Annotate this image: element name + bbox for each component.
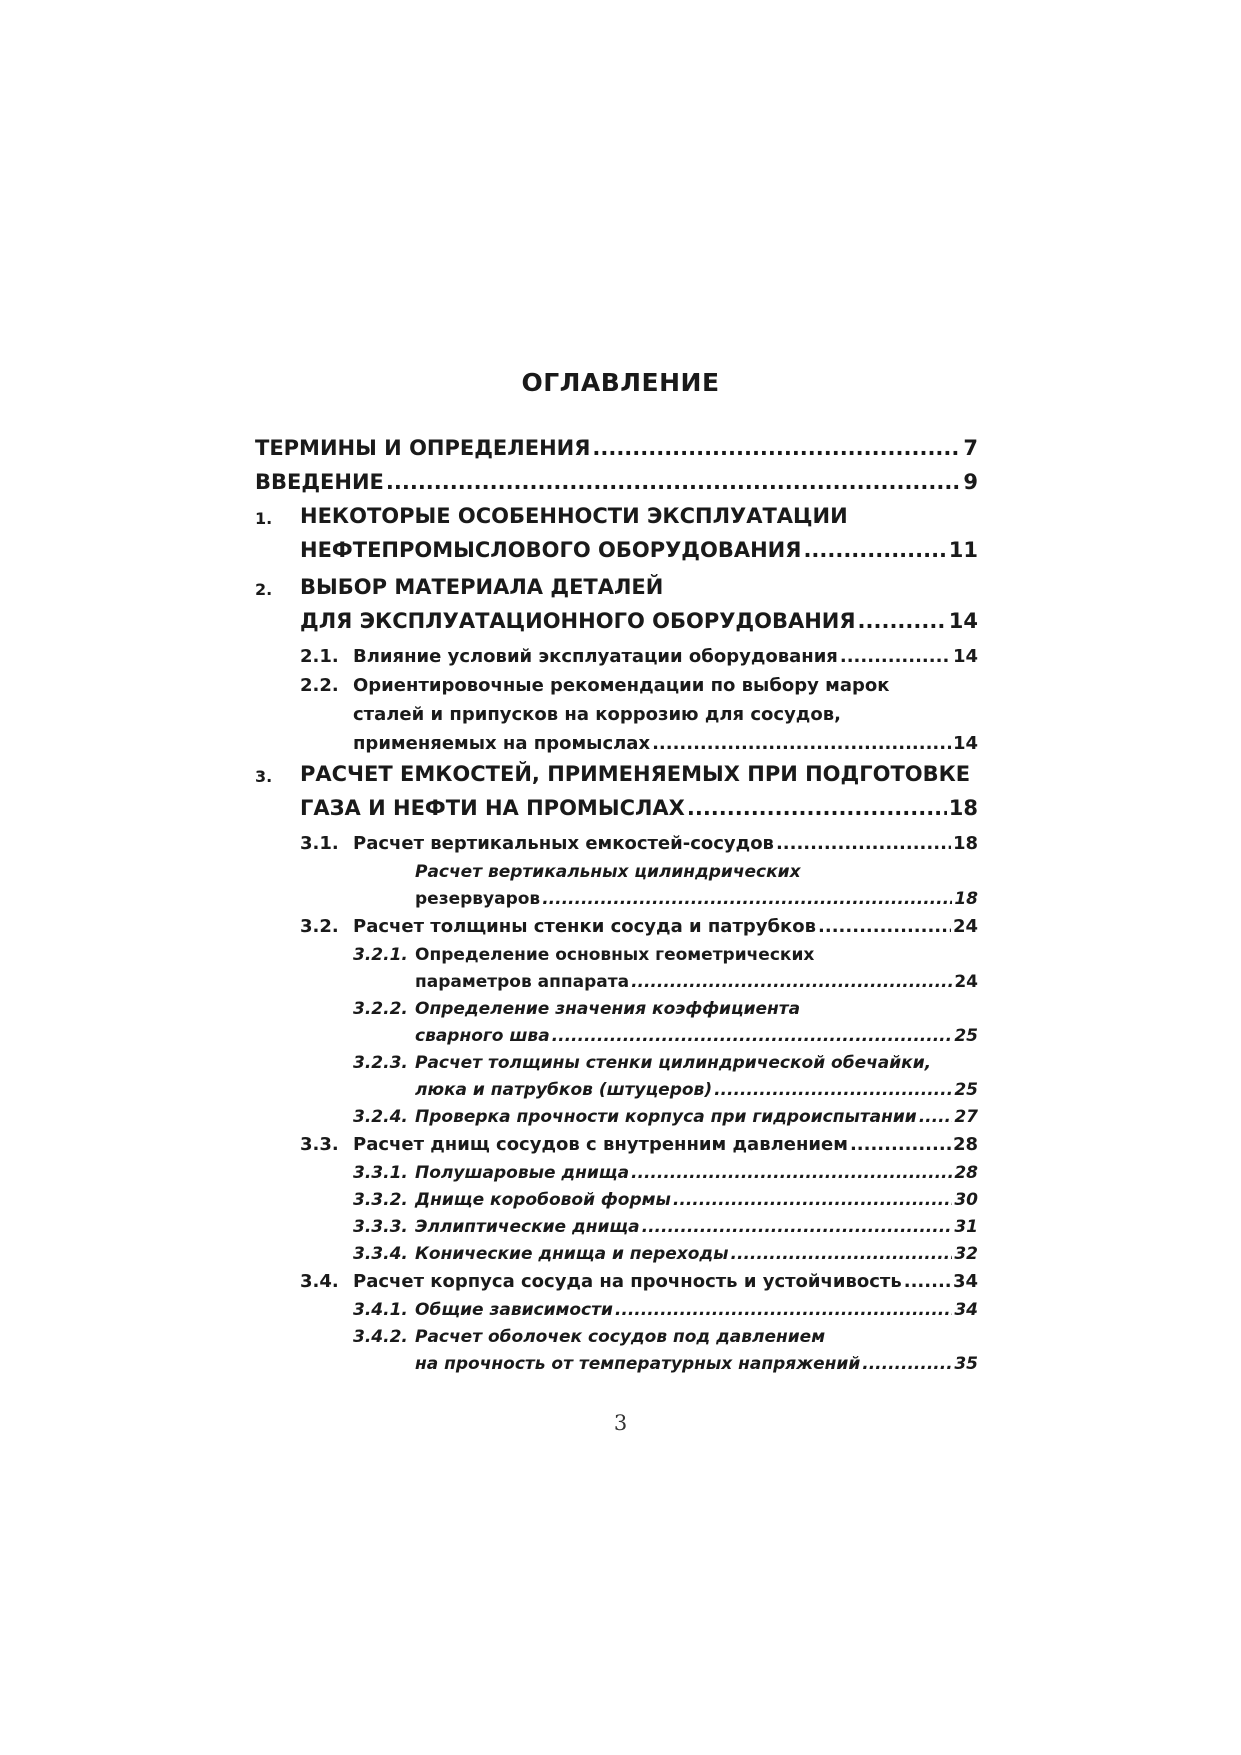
toc-entry-number: 3.3. (300, 1134, 339, 1155)
dot-leader (386, 470, 961, 494)
toc-page-number: 7 (963, 436, 978, 460)
page-number: 3 (613, 1411, 628, 1435)
toc-entry-line (0, 1271, 1241, 1299)
toc-entry-title: Общие зависимости (415, 1300, 613, 1320)
dot-leader (776, 833, 951, 854)
toc-entry-title: Конические днища и переходы (415, 1244, 729, 1264)
toc-entry-title: ВВЕДЕНИЕ (255, 470, 384, 494)
toc-page-number: 32 (954, 1244, 978, 1264)
toc-entry-line (0, 609, 1241, 637)
toc-entry-title: Расчет днищ сосудов с внутренним давлением (353, 1134, 848, 1155)
dot-leader (919, 1107, 953, 1127)
toc-entry-title: ГАЗА И НЕФТИ НА ПРОМЫСЛАХ (300, 796, 685, 820)
toc-entry-line (0, 1244, 1241, 1272)
dot-leader (714, 1080, 952, 1100)
dot-leader (840, 646, 951, 667)
dot-leader (673, 1190, 952, 1210)
toc-entry-title: Эллиптические днища (415, 1217, 640, 1237)
toc-page-number: 25 (954, 1026, 978, 1046)
toc-entry-line (0, 862, 1241, 890)
toc-entry-number: 2.1. (300, 646, 339, 667)
dot-leader (687, 796, 947, 820)
toc-page-number: 24 (954, 972, 978, 992)
toc-entry-line (0, 972, 1241, 1000)
toc-entry-number: 3.2.3. (353, 1053, 408, 1073)
toc-entry-title: сталей и припусков на коррозию для сосудов, (353, 704, 841, 725)
toc-entry-title: на прочность от температурных напряжений (415, 1354, 861, 1374)
toc-entry-title: Расчет корпуса сосуда на прочность и устойчивость (353, 1271, 902, 1292)
toc-page-number: 14 (948, 609, 978, 633)
toc-entry-title: Влияние условий эксплуатации оборудования (353, 646, 838, 667)
toc-page-number: 18 (948, 796, 978, 820)
toc-entry-line (0, 1134, 1241, 1162)
toc-entry-title: Расчет толщины стенки цилиндрической обечайки, (415, 1053, 932, 1073)
dot-leader (803, 538, 946, 562)
dot-leader (592, 436, 961, 460)
dot-leader (850, 1134, 951, 1155)
toc-entry-line (0, 999, 1241, 1027)
toc-entry-line (0, 916, 1241, 944)
toc-page-number: 14 (952, 646, 978, 667)
toc-entry-number: 3.2. (300, 916, 339, 937)
toc-page-number: 35 (954, 1354, 978, 1374)
toc-entry-title: ВЫБОР МАТЕРИАЛА ДЕТАЛЕЙ (300, 575, 664, 599)
toc-entry-line (0, 470, 1241, 498)
dot-leader (904, 1271, 951, 1292)
toc-entry-line (0, 1217, 1241, 1245)
toc-entry-title: сварного шва (415, 1026, 550, 1046)
toc-entry-title: Проверка прочности корпуса при гидроиспытании (415, 1107, 917, 1127)
toc-entry-line (0, 1107, 1241, 1135)
dot-leader (818, 916, 951, 937)
toc-entry-number: 3.3.1. (353, 1163, 408, 1183)
page-title: ОГЛАВЛЕНИЕ (521, 368, 720, 397)
toc-entry-line (0, 945, 1241, 973)
toc-page-number: 27 (954, 1107, 978, 1127)
toc-entry-title: применяемых на промыслах (353, 733, 651, 754)
toc-entry-title: люка и патрубков (штуцеров) (415, 1080, 713, 1100)
toc-entry-line (0, 733, 1241, 761)
dot-leader (631, 972, 952, 992)
toc-entry-title: ДЛЯ ЭКСПЛУАТАЦИОННОГО ОБОРУДОВАНИЯ (300, 609, 856, 633)
toc-page-number: 24 (952, 916, 978, 937)
toc-entry-title: Расчет толщины стенки сосуда и патрубков (353, 916, 817, 937)
toc-page-number: 28 (952, 1134, 978, 1155)
toc-entry-line (0, 504, 1241, 532)
toc-entry-title: Ориентировочные рекомендации по выбору марок (353, 675, 890, 696)
dot-leader (615, 1300, 952, 1320)
toc-entry-line (0, 1300, 1241, 1328)
toc-page-number: 34 (952, 1271, 978, 1292)
toc-entry-line (0, 704, 1241, 732)
toc-entry-line (0, 675, 1241, 703)
toc-entry-number: 3.4. (300, 1271, 339, 1292)
toc-entry-number: 2. (255, 580, 273, 599)
dot-leader (862, 1354, 952, 1374)
toc-entry-number: 3.1. (300, 833, 339, 854)
toc-page-number: 28 (954, 1163, 978, 1183)
dot-leader (552, 1026, 953, 1046)
toc-entry-line (0, 1327, 1241, 1355)
toc-page-number: 30 (954, 1190, 978, 1210)
toc-entry-line (0, 1026, 1241, 1054)
toc-page-number: 18 (952, 833, 978, 854)
toc-entry-title: параметров аппарата (415, 972, 630, 992)
toc-page-number: 11 (948, 538, 978, 562)
toc-entry-line (0, 762, 1241, 790)
toc-entry-number: 3. (255, 767, 273, 786)
toc-entry-line (0, 1190, 1241, 1218)
toc-entry-number: 1. (255, 509, 273, 528)
toc-page-number: 34 (954, 1300, 978, 1320)
toc-entry-line (0, 796, 1241, 824)
toc-entry-title: Расчет вертикальных цилиндрических (415, 862, 801, 882)
toc-entry-title: Днище коробовой формы (415, 1190, 671, 1210)
toc-entry-number: 3.3.3. (353, 1217, 408, 1237)
toc-entry-number: 2.2. (300, 675, 339, 696)
toc-page-number: 18 (954, 889, 978, 909)
toc-page-number: 25 (954, 1080, 978, 1100)
toc-entry-title: Определение значения коэффициента (415, 999, 801, 1019)
toc-entry-number: 3.4.2. (353, 1327, 408, 1347)
toc-entry-line (0, 1053, 1241, 1081)
toc-entry-title: резервуаров (415, 889, 541, 909)
toc-entry-title: Расчет оболочек сосудов под давлением (415, 1327, 826, 1347)
toc-entry-line (0, 1354, 1241, 1382)
toc-entry-number: 3.3.4. (353, 1244, 408, 1264)
toc-entry-title: РАСЧЕТ ЕМКОСТЕЙ, ПРИМЕНЯЕМЫХ ПРИ ПОДГОТОВКЕ (300, 762, 971, 786)
toc-entry-line (0, 575, 1241, 603)
toc-entry-title: Расчет вертикальных емкостей-сосудов (353, 833, 774, 854)
toc-entry-title: Определение основных геометрических (415, 945, 815, 965)
toc-entry-title: Полушаровые днища (415, 1163, 630, 1183)
toc-entry-line (0, 889, 1241, 917)
dot-leader (858, 609, 947, 633)
toc-entry-number: 3.2.1. (353, 945, 408, 965)
toc-entry-line (0, 646, 1241, 674)
dot-leader (542, 889, 952, 909)
toc-entry-number: 3.2.2. (353, 999, 408, 1019)
toc-entry-title: НЕКОТОРЫЕ ОСОБЕННОСТИ ЭКСПЛУАТАЦИИ (300, 504, 848, 528)
toc-entry-line (0, 1080, 1241, 1108)
toc-page-number: 9 (963, 470, 978, 494)
dot-leader (731, 1244, 953, 1264)
toc-entry-line (0, 538, 1241, 566)
dot-leader (652, 733, 951, 754)
dot-leader (631, 1163, 952, 1183)
toc-entry-line (0, 436, 1241, 464)
toc-entry-title: ТЕРМИНЫ И ОПРЕДЕЛЕНИЯ (255, 436, 591, 460)
toc-entry-line (0, 1163, 1241, 1191)
toc-page-number: 14 (952, 733, 978, 754)
dot-leader (642, 1217, 953, 1237)
toc-entry-title: НЕФТЕПРОМЫСЛОВОГО ОБОРУДОВАНИЯ (300, 538, 802, 562)
toc-entry-number: 3.2.4. (353, 1107, 408, 1127)
toc-entry-number: 3.3.2. (353, 1190, 408, 1210)
toc-entry-line (0, 833, 1241, 861)
toc-entry-number: 3.4.1. (353, 1300, 408, 1320)
toc-page-number: 31 (954, 1217, 978, 1237)
